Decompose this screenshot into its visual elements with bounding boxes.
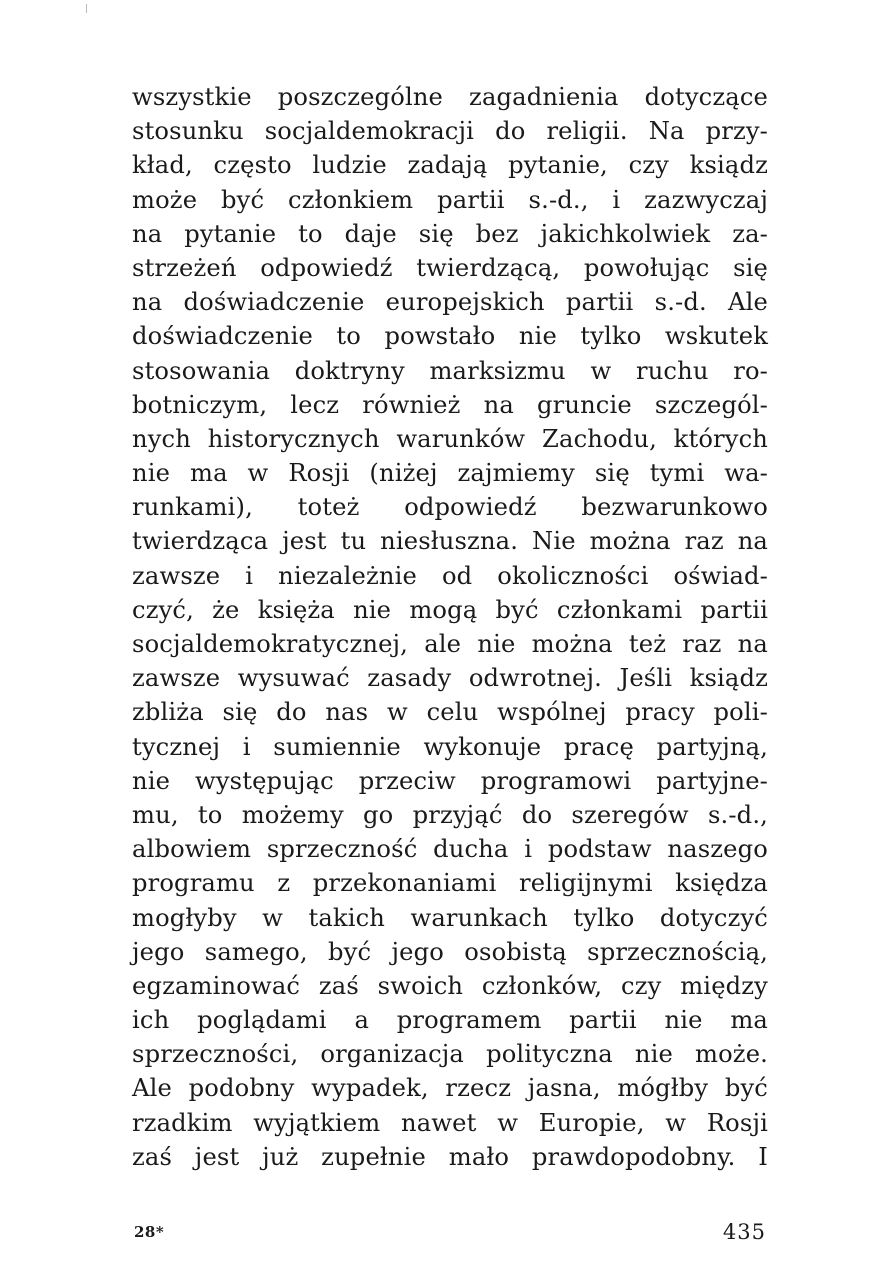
text-line: nie występując przeciw programowi partyjne- <box>132 766 768 795</box>
text-line: tycznej i sumiennie wykonuje pracę partyjną, <box>132 732 768 761</box>
text-line: stosunku socjaldemokracji do religii. Na przy- <box>132 117 768 146</box>
text-line: mu, to możemy go przyjąć do szeregów s.-d., <box>132 800 768 829</box>
text-line: rzadkim wyjątkiem nawet w Europie, w Rosji <box>132 1108 768 1137</box>
text-line: doświadczenie to powstało nie tylko wskutek <box>132 322 768 351</box>
text-line: zawsze wysuwać zasady odwrotnej. Jeśli ksiądz <box>132 664 768 693</box>
body-text <box>132 80 768 1174</box>
text-line: wszystkie poszczególne zagadnienia dotyczące <box>132 83 768 111</box>
page-number: 435 <box>722 1220 766 1244</box>
text-line: kład, często ludzie zadają pytanie, czy ksiądz <box>132 151 768 180</box>
text-line: strzeżeń odpowiedź twierdzącą, powołując się <box>132 253 768 282</box>
text-line: może być członkiem partii s.-d., i zazwyczaj <box>132 185 768 214</box>
text-line: egzaminować zaś swoich członków, czy między <box>132 971 768 1000</box>
text-line: na pytanie to daje się bez jakichkolwiek za- <box>132 219 768 248</box>
text-line: zawsze i niezależnie od okoliczności oświad- <box>132 561 768 590</box>
text-line: sprzeczności, organizacja polityczna nie może. <box>132 1040 768 1069</box>
text-line: botniczym, lecz również na gruncie szczegól- <box>132 390 768 419</box>
text-line: Ale podobny wypadek, rzecz jasna, mógłby być <box>132 1074 768 1103</box>
text-line: czyć, że księża nie mogą być członkami partii <box>132 595 768 624</box>
text-line: runkami), toteż odpowiedź bezwarunkowo <box>132 493 768 522</box>
text-line: na doświadczenie europejskich partii s.-d. Ale <box>132 288 768 317</box>
text-line: twierdząca jest tu niesłuszna. Nie można raz na <box>132 527 768 556</box>
text-line: stosowania doktryny marksizmu w ruchu ro- <box>132 356 768 385</box>
text-line: ich poglądami a programem partii nie ma <box>132 1006 768 1035</box>
printer-signature-mark: 28* <box>134 1223 165 1241</box>
text-line: zaś jest już zupełnie mało prawdopodobny. I <box>132 1142 768 1171</box>
text-line: nie ma w Rosji (niżej zajmiemy się tymi wa- <box>132 459 768 488</box>
text-line: mogłyby w takich warunkach tylko dotyczyć <box>132 903 768 932</box>
scan-mark <box>86 4 87 13</box>
text-line: programu z przekonaniami religijnymi księdza <box>132 869 768 898</box>
text-line: nych historycznych warunków Zachodu, których <box>132 424 768 453</box>
text-line: zbliża się do nas w celu wspólnej pracy poli- <box>132 698 768 727</box>
text-line: albowiem sprzeczność ducha i podstaw naszego <box>132 835 768 864</box>
text-line: socjaldemokratycznej, ale nie można też raz na <box>132 630 768 658</box>
text-line: jego samego, być jego osobistą sprzecznością, <box>132 937 768 966</box>
